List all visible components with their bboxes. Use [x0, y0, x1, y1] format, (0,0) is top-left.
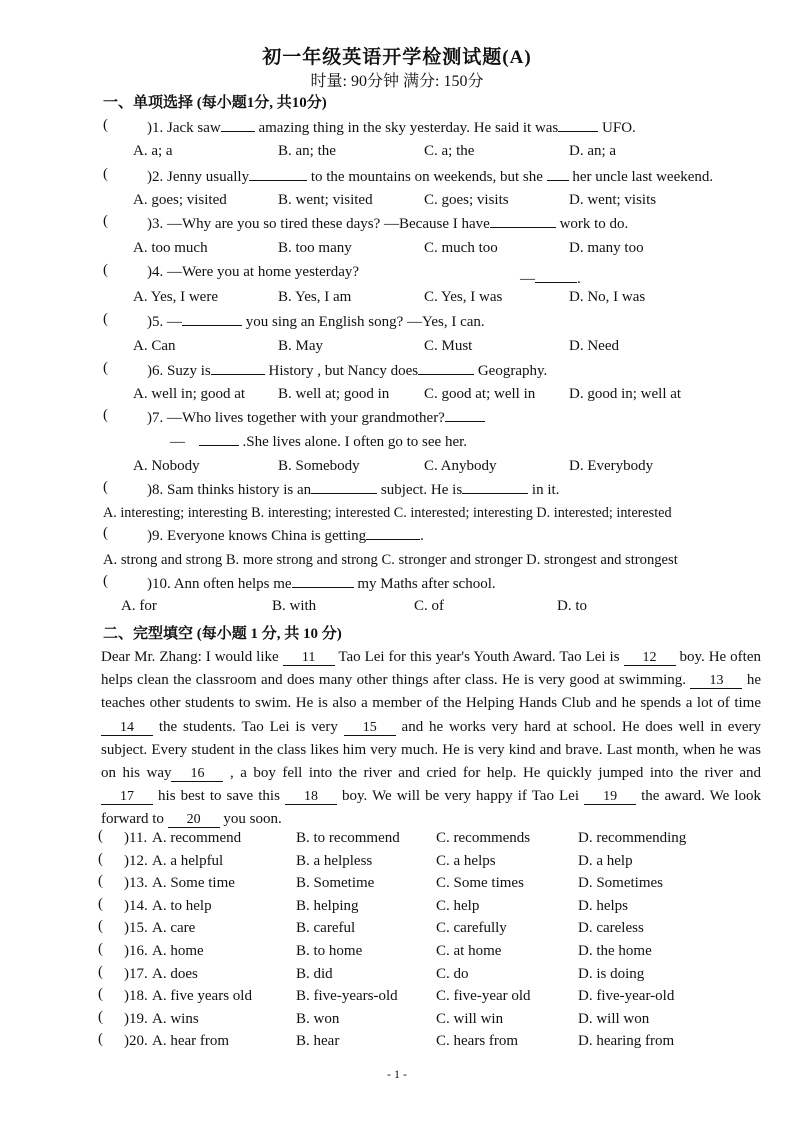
question-number: )10.: [147, 576, 171, 592]
question-stem: [147, 311, 485, 332]
answer-text: .She lives alone. I often go to see her.: [238, 434, 468, 450]
cloze-blank[interactable]: 13: [690, 674, 742, 689]
answer-paren[interactable]: (: [98, 941, 103, 957]
stem-text: Geography.: [474, 363, 548, 379]
passage-text: you soon.: [219, 811, 282, 828]
option-d[interactable]: D. five-year-old: [578, 988, 675, 1005]
question-number: )3.: [147, 216, 164, 232]
option-d[interactable]: D. Sometimes: [578, 875, 663, 892]
stem-text: —Who lives together with your grandmother?: [167, 410, 445, 426]
option-b[interactable]: B. hear: [296, 1033, 340, 1050]
stem-text: —Were you at home yesterday?: [167, 264, 360, 280]
option-b[interactable]: B. Somebody: [278, 458, 360, 474]
option-b[interactable]: B. an; the: [278, 143, 336, 159]
item-number: )14.: [124, 897, 148, 914]
cloze-blank[interactable]: 16: [171, 767, 223, 782]
option-a[interactable]: A. a helpful: [152, 852, 224, 869]
stem-text: UFO.: [598, 120, 636, 136]
option-a[interactable]: A. hear from: [152, 1033, 230, 1050]
question-number: )7.: [147, 410, 164, 426]
passage-text: boy. We will be very happy if Tao Lei: [336, 788, 585, 805]
cloze-blank[interactable]: 14: [101, 721, 153, 736]
section-2-heading: 二、完型填空 (每小题 1 分, 共 10 分): [103, 626, 342, 642]
option-b[interactable]: B. with: [272, 598, 317, 614]
item-number: )16.: [124, 943, 148, 959]
answer-line: [520, 268, 581, 289]
item-number: )13.: [124, 875, 148, 892]
option-b[interactable]: B. too many: [278, 240, 352, 256]
option-c[interactable]: C. do: [436, 965, 469, 982]
dash: —: [520, 271, 535, 287]
item-number: )12.: [124, 852, 148, 869]
question-number: )9.: [147, 528, 164, 544]
cloze-blank[interactable]: 19: [584, 790, 636, 805]
option-d[interactable]: D. careless: [578, 920, 644, 937]
answer-paren[interactable]: (: [98, 873, 103, 890]
option-a[interactable]: A. a; a: [133, 143, 173, 159]
answer-paren[interactable]: (: [103, 573, 108, 589]
question-number: )1.: [147, 120, 164, 136]
answer-paren[interactable]: (: [103, 525, 108, 541]
option-c[interactable]: C. good at; well in: [424, 386, 536, 402]
question-number: )5.: [147, 314, 164, 330]
passage-text: , a boy fell into the river and cried for help. He quickly jumped into the river and: [223, 765, 761, 782]
answer-line: [170, 431, 467, 452]
answer-blank[interactable]: [366, 525, 420, 540]
stem-text: amazing thing in the sky yesterday. He said it was: [254, 120, 559, 136]
option-c[interactable]: C. Anybody: [424, 458, 497, 474]
option-c[interactable]: C. five-year old: [436, 988, 531, 1005]
option-b[interactable]: B. careful: [296, 920, 356, 937]
option-b[interactable]: B. to home: [296, 943, 363, 959]
stem-text: —: [167, 314, 182, 330]
option-a[interactable]: A. does: [152, 965, 198, 982]
answer-paren[interactable]: (: [98, 895, 103, 912]
answer-blank[interactable]: [311, 479, 377, 494]
option-d[interactable]: D. hearing from: [578, 1033, 675, 1050]
stem-text: —Why are you so tired these days? —Because I have: [167, 216, 490, 232]
option-b[interactable]: B. won: [296, 1010, 340, 1027]
question-stem: [147, 573, 496, 594]
option-a[interactable]: A. too much: [133, 240, 208, 256]
item-number: )11.: [124, 830, 148, 846]
question-stem: [147, 360, 547, 381]
option-a[interactable]: A. for: [121, 598, 157, 614]
item-number: )20.: [124, 1033, 148, 1050]
option-b[interactable]: B. May: [278, 338, 323, 354]
option-c[interactable]: C. carefully: [436, 920, 507, 937]
option-c[interactable]: C. Some times: [436, 875, 524, 892]
answer-paren[interactable]: (: [103, 407, 108, 423]
answer-paren[interactable]: (: [98, 850, 103, 867]
option-c[interactable]: C. a helps: [436, 852, 496, 869]
option-a[interactable]: A. home: [152, 943, 204, 959]
option-a[interactable]: A. wins: [152, 1010, 199, 1027]
option-d[interactable]: D. No, I was: [569, 289, 646, 305]
answer-paren[interactable]: (: [103, 360, 108, 376]
stem-text: Jack saw: [167, 120, 221, 136]
answer-paren[interactable]: (: [98, 1008, 103, 1025]
section-1-heading: 一、单项选择 (每小题1分, 共10分): [103, 95, 327, 111]
question-stem: [147, 525, 424, 546]
option-d[interactable]: D. Need: [569, 338, 619, 354]
cloze-blank[interactable]: 12: [624, 651, 676, 666]
option-c[interactable]: C. goes; visits: [424, 192, 509, 208]
stem-text: subject. He is: [377, 482, 463, 498]
answer-paren[interactable]: (: [98, 828, 103, 844]
option-d[interactable]: D. recommending: [578, 830, 687, 846]
item-number: )17.: [124, 965, 148, 982]
option-a[interactable]: A. Some time: [152, 875, 235, 892]
option-d[interactable]: D. to: [557, 598, 587, 614]
option-b[interactable]: B. did: [296, 965, 333, 982]
answer-blank[interactable]: [547, 166, 569, 181]
cloze-blank[interactable]: 20: [168, 813, 220, 828]
answer-paren[interactable]: (: [103, 213, 108, 229]
option-b[interactable]: B. helping: [296, 897, 359, 914]
passage-text: boy. He often helps clean the classroom and does many other things after class. He is very good at swimming.: [101, 649, 761, 689]
option-a[interactable]: A. five years old: [152, 988, 252, 1005]
option-c[interactable]: C. at home: [436, 943, 502, 959]
option-c[interactable]: C. help: [436, 897, 480, 914]
stem-text: Jenny usually: [167, 169, 250, 185]
item-number: )18.: [124, 988, 148, 1005]
answer-paren[interactable]: (: [98, 918, 103, 935]
stem-text: work to do.: [555, 216, 629, 232]
cloze-blank[interactable]: 11: [283, 651, 335, 666]
option-d[interactable]: D. a help: [578, 852, 633, 869]
option-c[interactable]: C. much too: [424, 240, 498, 256]
answer-paren[interactable]: (: [103, 262, 108, 278]
option-b[interactable]: B. Yes, I am: [278, 289, 352, 305]
stem-text: to the mountains on weekends, but she: [307, 169, 547, 185]
passage-text: he teaches other students to swim. He is also a member of the Helping Hands Club and he spends a lot of time: [101, 672, 761, 712]
question-stem: [147, 166, 713, 187]
page-number: - 1 -: [387, 1067, 407, 1081]
option-d[interactable]: D. will won: [578, 1010, 650, 1027]
answer-paren[interactable]: (: [103, 311, 108, 327]
item-number: )15.: [124, 920, 148, 937]
stem-text: Suzy is: [167, 363, 211, 379]
answer-blank[interactable]: [490, 213, 556, 228]
answer-blank[interactable]: [221, 117, 255, 132]
stem-text: Ann often helps me: [173, 576, 292, 592]
option-b[interactable]: B. went; visited: [278, 192, 373, 208]
option-d[interactable]: D. many too: [569, 240, 644, 256]
passage-text: his best to save this: [153, 788, 285, 805]
option-c[interactable]: C. Must: [424, 338, 473, 354]
question-stem: [147, 479, 559, 500]
stem-text: my Maths after school.: [353, 576, 496, 592]
answer-blank[interactable]: [535, 268, 577, 283]
period: .: [577, 271, 581, 287]
stem-text: .: [420, 528, 424, 544]
option-d[interactable]: D. is doing: [578, 965, 645, 982]
answer-paren[interactable]: (: [98, 963, 103, 980]
answer-blank[interactable]: [182, 311, 242, 326]
option-d[interactable]: D. good in; well at: [569, 386, 682, 402]
passage-text: Dear Mr. Zhang: I would like: [101, 649, 283, 665]
answer-paren[interactable]: (: [103, 479, 108, 495]
option-c[interactable]: C. a; the: [424, 143, 475, 159]
option-a[interactable]: A. well in; good at: [133, 386, 246, 402]
passage-text: Tao Lei for this year's Youth Award. Tao Lei is: [334, 649, 624, 665]
option-a[interactable]: A. Yes, I were: [133, 289, 218, 305]
passage-text: and he works very hard at school. He does well in every subject. Every student in the class likes him very much. He is very kind and brave. Last month, when he was on his way: [101, 718, 762, 782]
option-c[interactable]: C. Yes, I was: [424, 289, 503, 305]
option-a[interactable]: A. goes; visited: [133, 192, 227, 208]
stem-text: in it.: [528, 482, 560, 498]
question-number: )8.: [147, 482, 164, 498]
cloze-passage: [101, 646, 761, 832]
answer-paren[interactable]: (: [103, 166, 108, 182]
item-number: )19.: [124, 1010, 148, 1027]
option-b[interactable]: B. Sometime: [296, 875, 375, 892]
option-a[interactable]: A. care: [152, 920, 196, 937]
stem-text: Sam thinks history is an: [167, 482, 312, 498]
option-b[interactable]: B. well at; good in: [278, 386, 390, 402]
exam-info: 时量: 90分钟 满分: 150分: [310, 73, 484, 90]
option-d[interactable]: D. went; visits: [569, 192, 657, 208]
stem-text: Everyone knows China is getting: [167, 528, 367, 544]
passage-text: the award. We look forward to: [101, 788, 761, 828]
option-a[interactable]: A. Nobody: [133, 458, 200, 474]
option-b[interactable]: B. to recommend: [296, 830, 400, 846]
option-row[interactable]: A. interesting; interesting B. interesting; interested C. interested; interesting D. interested; interested: [103, 505, 672, 521]
option-c[interactable]: C. hears from: [436, 1033, 519, 1050]
cloze-blank[interactable]: 15: [344, 721, 396, 736]
stem-text: you sing an English song? —Yes, I can.: [242, 314, 485, 330]
option-b[interactable]: B. a helpless: [296, 852, 373, 869]
cloze-blank[interactable]: 18: [285, 790, 337, 805]
option-d[interactable]: D. Everybody: [569, 458, 654, 474]
answer-blank[interactable]: [211, 360, 265, 375]
answer-blank[interactable]: [445, 407, 485, 422]
option-a[interactable]: A. Can: [133, 338, 176, 354]
option-d[interactable]: D. an; a: [569, 143, 617, 159]
answer-paren[interactable]: (: [103, 117, 108, 133]
answer-blank[interactable]: [249, 166, 307, 181]
question-stem: [147, 213, 628, 234]
stem-text: her uncle last weekend.: [568, 169, 714, 185]
stem-text: History , but Nancy does: [264, 363, 419, 379]
option-d[interactable]: D. the home: [578, 943, 652, 959]
option-d[interactable]: D. helps: [578, 897, 628, 914]
option-c[interactable]: C. of: [414, 598, 444, 614]
option-c[interactable]: C. recommends: [436, 830, 531, 846]
answer-blank[interactable]: [462, 479, 528, 494]
question-number: )6.: [147, 363, 164, 379]
question-stem: [147, 262, 359, 282]
question-number: )4.: [147, 264, 164, 280]
dash: —: [170, 434, 185, 450]
page-title: 初一年级英语开学检测试题(A): [262, 47, 532, 68]
answer-blank[interactable]: [199, 431, 239, 446]
question-number: )2.: [147, 169, 164, 185]
cloze-blank[interactable]: 17: [101, 790, 153, 805]
option-row[interactable]: A. strong and strong B. more strong and strong C. stronger and stronger D. strongest and strongest: [103, 552, 678, 568]
option-a[interactable]: A. to help: [152, 897, 212, 914]
option-a[interactable]: A. recommend: [152, 830, 242, 846]
passage-text: the students. Tao Lei is very: [153, 718, 344, 735]
answer-paren[interactable]: (: [98, 986, 103, 1003]
answer-blank[interactable]: [418, 360, 474, 375]
answer-blank[interactable]: [292, 573, 354, 588]
option-b[interactable]: B. five-years-old: [296, 988, 398, 1005]
answer-blank[interactable]: [558, 117, 598, 132]
question-stem: [147, 407, 485, 428]
answer-paren[interactable]: (: [98, 1031, 103, 1048]
question-stem: [147, 117, 636, 138]
option-c[interactable]: C. will win: [436, 1010, 504, 1027]
